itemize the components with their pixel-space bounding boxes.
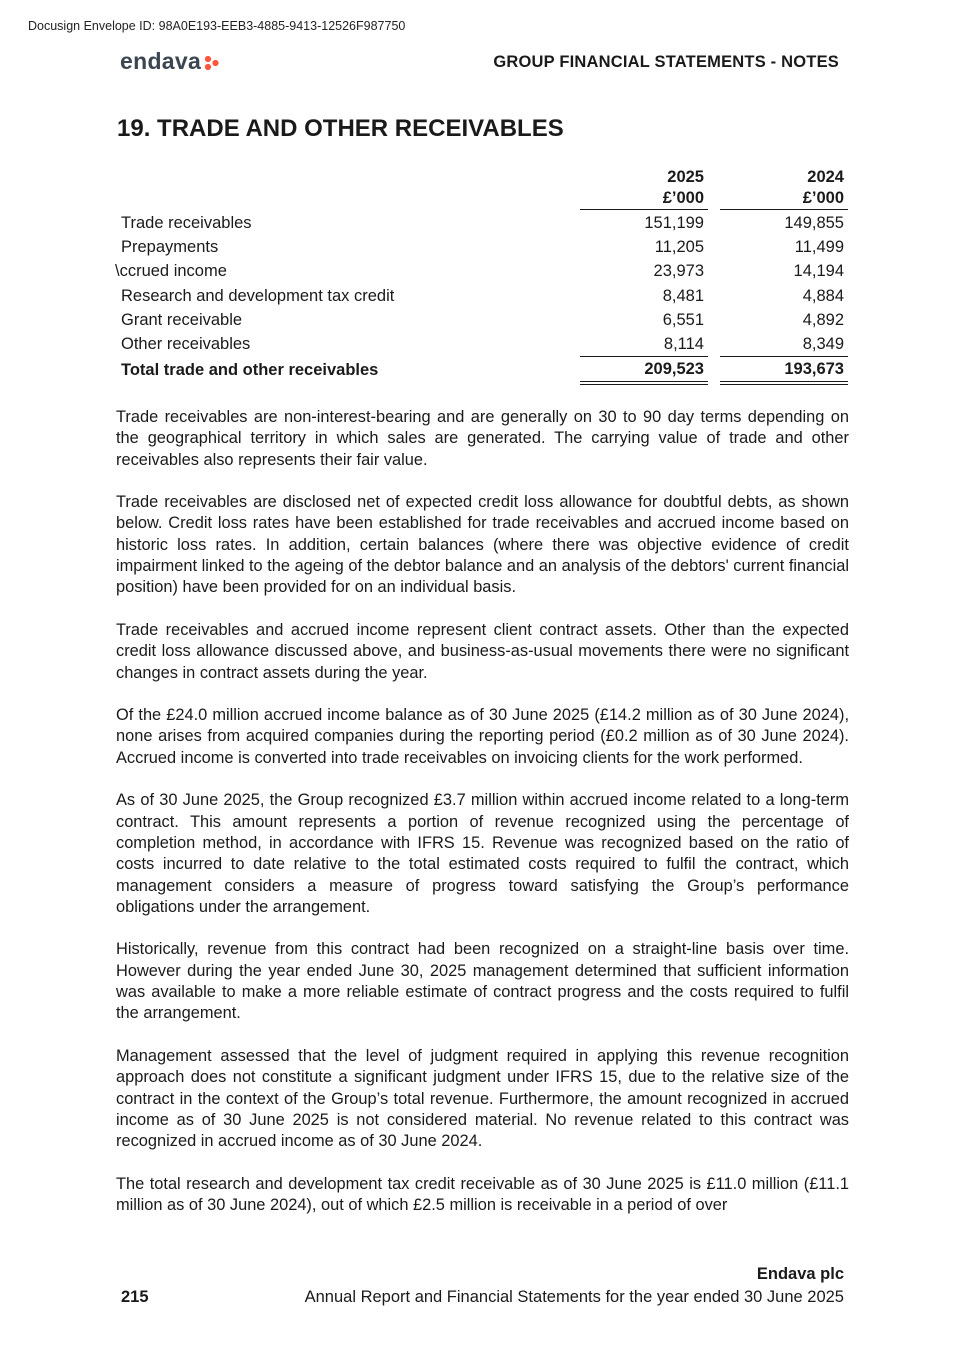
value-2025: 23,973 [653, 262, 704, 281]
row-label: \ccrued income [115, 262, 227, 281]
value-2025: 11,205 [654, 238, 704, 257]
row-label: Grant receivable [121, 310, 243, 329]
table-row [118, 210, 848, 236]
logo-mark-icon [204, 55, 220, 71]
value-2024: 8,349 [802, 335, 844, 354]
total-2024: 193,673 [720, 357, 848, 384]
paragraph: Management assessed that the level of judgment required in applying this revenue recognition approach does not constitute a significant judgment under IFRS 15, due to the relative size of the contract in the context of the Group’s total revenue. Furthermore, the amount recognized in accrued income as of 30 June 2025 is not considered material. No revenue related to this contract was recognized in accrued income as of 30 June 2024. [116, 1046, 849, 1151]
paragraph: Trade receivables and accrued income represent client contract assets. Other than the expected credit loss allowance discussed above, and business-as-usual movements there were no significant changes in contract assets during the year. [116, 620, 849, 682]
notes-body [116, 407, 849, 1238]
row-label: Research and development tax credit [121, 286, 395, 305]
table-row [118, 235, 848, 259]
paragraph: Historically, revenue from this contract had been recognized on a straight-line basis over time. However during the year ended June 30, 2025 management determined that sufficient information was available to make a more reliable estimate of contract progress and the costs required to fulfil the arrangement. [116, 940, 849, 1023]
value-2024: 14,194 [793, 262, 844, 281]
value-2024: 11,499 [794, 238, 844, 257]
table-row [118, 259, 848, 283]
value-2025: 6,551 [662, 310, 704, 329]
paragraph: The total research and development tax credit receivable as of 30 June 2025 is £11.0 million (£11.1 million as of 30 June 2024), out of which £2.5 million is receivable in a period of over [116, 1174, 849, 1214]
value-2024: 4,892 [802, 310, 844, 329]
value-2025: 8,114 [663, 335, 704, 354]
row-label: Other receivables [121, 335, 251, 354]
page-number: 215 [121, 1288, 149, 1306]
unit-2024-header: £’000 [720, 188, 848, 210]
footer-company: Endava plc [756, 1265, 844, 1283]
table-row [118, 284, 848, 308]
value-2025: 8,481 [662, 286, 704, 305]
year-2025-header: 2025 [667, 168, 704, 186]
total-2025: 209,523 [580, 357, 708, 384]
docusign-envelope-id: Docusign Envelope ID: 98A0E193-EEB3-4885-9413-12526F987750 [28, 19, 406, 33]
paragraph: Trade receivables are non-interest-bearing and are generally on 30 to 90 day terms depending on the geographical territory in which sales are generated. The carrying value of trade and other receivables also represents their fair value. [116, 408, 849, 469]
year-2024-header: 2024 [807, 168, 844, 186]
table-total-row [118, 357, 848, 384]
section-header: GROUP FINANCIAL STATEMENTS - NOTES [493, 53, 839, 71]
table-header-years [118, 167, 848, 188]
row-label: Trade receivables [121, 213, 252, 232]
paragraph: As of 30 June 2025, the Group recognized £3.7 million within accrued income related to a long-term contract. This amount represents a portion of revenue recognized using the percentage of completion method, in accordance with IFRS 15. Revenue was recognized based on the ratio of costs incurred to date relative to the total estimated costs required to fulfil the contract, which management considers a measure of progress toward satisfying the Group’s performance obligations under the arrangement. [116, 791, 849, 916]
total-label: Total trade and other receivables [121, 360, 379, 379]
receivables-table [115, 167, 848, 385]
value-2024: 4,884 [802, 286, 844, 305]
footer-report-title: Annual Report and Financial Statements for the year ended 30 June 2025 [304, 1288, 844, 1306]
table-row [118, 332, 848, 357]
endava-logo [120, 48, 220, 75]
paragraph: Trade receivables are disclosed net of expected credit loss allowance for doubtful debts, as shown below. Credit loss rates have been established for trade receivables and accrued income based on historic loss rates. In addition, certain balances (where there was objective evidence of credit impairment linked to the ageing of the debtor balance and an analysis of the debtors' current financial position) have been provided for on an individual basis. [116, 493, 849, 597]
page-title: 19. TRADE AND OTHER RECEIVABLES [117, 115, 564, 142]
logo-wordmark: endava [120, 48, 202, 74]
paragraph: Of the £24.0 million accrued income balance as of 30 June 2025 (£14.2 million as of 30 June 2024), none arises from acquired companies during the reporting period (£0.2 million as of 30 June 2024). Accrued income is converted into trade receivables on invoicing clients for the work performed. [116, 706, 849, 767]
unit-2025-header: £’000 [580, 188, 708, 210]
value-2025: 151,199 [644, 214, 704, 232]
row-label: Prepayments [121, 238, 219, 257]
value-2024: 149,855 [784, 214, 844, 232]
table-header-units [118, 188, 848, 210]
table-row [118, 308, 848, 332]
